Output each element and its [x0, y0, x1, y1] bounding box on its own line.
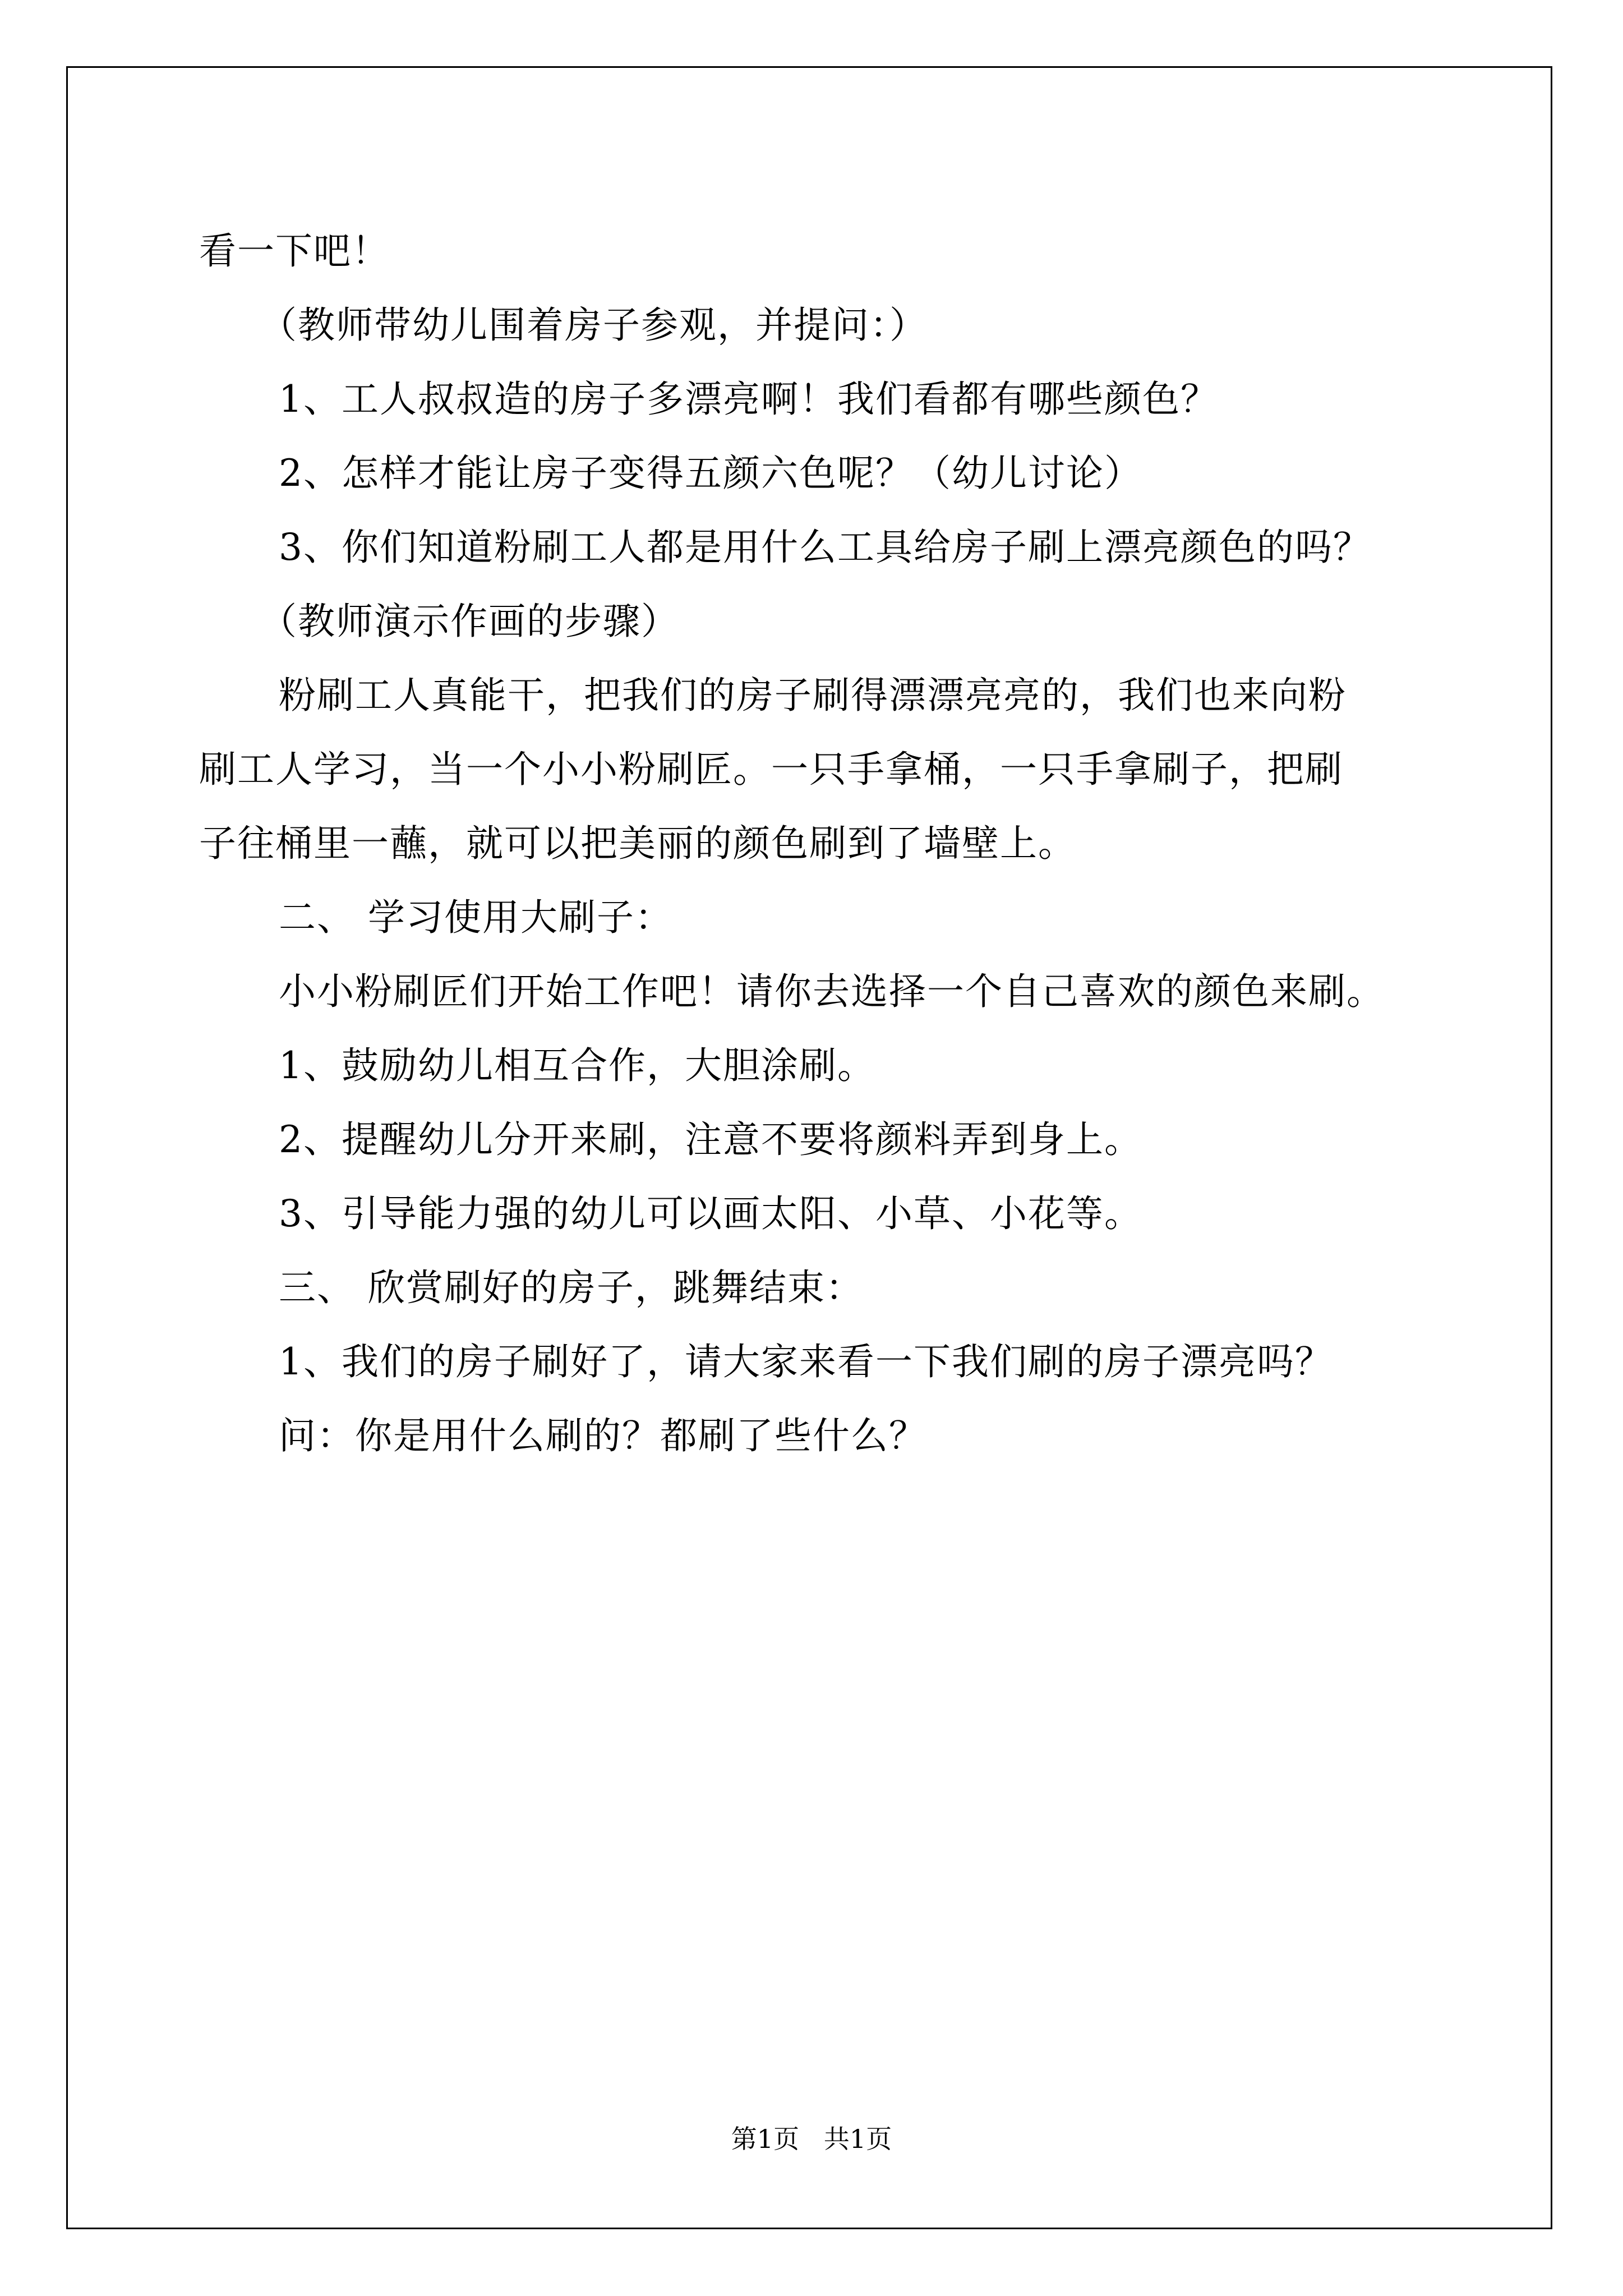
section-heading: 三、 欣赏刷好的房子，跳舞结束：: [279, 1266, 864, 1309]
paragraph: （教师演示作画的步骤）: [260, 600, 679, 643]
paragraph: 小小粉刷匠们开始工作吧！请你去选择一个自己喜欢的颜色来刷。: [279, 970, 1385, 1013]
paragraph: 粉刷工人真能干，把我们的房子刷得漂漂亮亮的，我们也来向粉: [279, 674, 1347, 717]
paragraph: 1、鼓励幼儿相互合作，大胆涂刷。: [279, 1044, 875, 1087]
paragraph: 1、我们的房子刷好了，请大家来看一下我们刷的房子漂亮吗？: [279, 1340, 1333, 1383]
paragraph: 子往桶里一蘸，就可以把美丽的颜色刷到了墙壁上。: [199, 822, 1076, 865]
page-footer: 第1页 共1页: [731, 2124, 892, 2154]
paragraph: 2、提醒幼儿分开来刷，注意不要将颜料弄到身上。: [279, 1118, 1142, 1161]
paragraph: （教师带幼儿围着房子参观，并提问：）: [260, 303, 928, 347]
section-heading: 二、 学习使用大刷子：: [279, 896, 673, 939]
paragraph: 刷工人学习，当一个小小粉刷匠。一只手拿桶，一只手拿刷子，把刷: [199, 748, 1343, 791]
paragraph: 3、你们知道粉刷工人都是用什么工具给房子刷上漂亮颜色的吗？: [279, 526, 1371, 569]
paragraph: 1、工人叔叔造的房子多漂亮啊！我们看都有哪些颜色？: [279, 378, 1219, 421]
paragraph: 2、怎样才能让房子变得五颜六色呢？（幼儿讨论）: [279, 452, 1142, 495]
paragraph: 看一下吧！: [199, 229, 390, 273]
paragraph: 3、引导能力强的幼儿可以画太阳、小草、小花等。: [279, 1192, 1142, 1235]
paragraph: 问：你是用什么刷的？都刷了些什么？: [279, 1414, 927, 1457]
